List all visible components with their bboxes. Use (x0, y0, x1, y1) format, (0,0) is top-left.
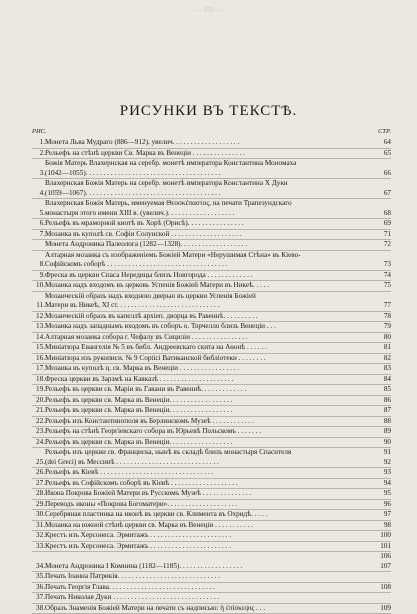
page-number: 106 107 (371, 552, 391, 572)
figure-caption: Мозаическій образъ надъ входною дверью въ церкви Успенія Божіей Матери въ Никеѣ, XI ст. . . . . . . . . . . . . . . . . . . . . . . . . . . . . (45, 291, 371, 311)
figure-number: 20. (32, 395, 45, 406)
figure-entry (32, 552, 391, 572)
figure-number: 37. (32, 593, 45, 604)
figure-entry (32, 281, 391, 292)
figure-caption: Рельефъ изъ Константинополя въ Берлинскомъ Музеѣ . . . . . . . . . . . . (45, 416, 371, 427)
figure-caption: Печать Георгія Глава. . . . . . . . . . . . . . . . . . . . . . . . . . . . . . (45, 582, 371, 593)
figure-number: 7. (32, 229, 45, 240)
figure-caption: Мозаика надъ западнымъ входомъ въ соборъ о. Торчелло близъ Венеціи . . . (45, 322, 371, 333)
figure-entry (32, 179, 391, 199)
figure-entry (32, 219, 391, 230)
figure-entry (32, 385, 391, 396)
page-number: 77 (371, 291, 391, 311)
page-number: 100 (371, 531, 391, 542)
figure-number: 23. (32, 427, 45, 438)
column-header (32, 128, 391, 137)
figure-number: 33. (32, 541, 45, 552)
figure-entry (32, 332, 391, 343)
figure-number: 25. (32, 448, 45, 468)
figure-caption: Рельефъ въ церкви св. Маріи въ Гавани въ Равеннѣ. . . . . . . . . . . . . (45, 385, 371, 396)
figure-number: 9. (32, 270, 45, 281)
figure-caption: Рельефъ на стѣнѣ церкви Св. Марка въ Венеціи . . . . . . . . . . . . . . . (45, 148, 371, 159)
page-number: 94 (371, 478, 391, 489)
figure-entry (32, 582, 391, 593)
figure-caption: Мозаика на южной стѣнѣ церкви св. Марка въ Венеціи . . . . . . . . . . . (45, 520, 371, 531)
page-number (371, 572, 391, 583)
figure-entry (32, 489, 391, 500)
figure-entry (32, 406, 391, 417)
figure-number: 24. (32, 437, 45, 448)
figure-number: 31. (32, 520, 45, 531)
figure-entry (32, 468, 391, 479)
page-number: 86 (371, 395, 391, 406)
figure-number: 2. (32, 148, 45, 159)
figure-column-label: РИС. (32, 128, 47, 135)
page-number: 85 (371, 385, 391, 396)
figure-number: 4. (32, 179, 45, 199)
page-number: 69 (371, 219, 391, 230)
figure-caption: Фреска церкви въ Зарзмѣ на Кавказѣ . . . . . . . . . . . . . . . . . . . . . (45, 374, 371, 385)
figure-number: 1. (32, 138, 45, 148)
figure-caption: Влахернская Божія Матерь на серебр. монетѣ императора Константина X Дуки (1059—1067). . . . . . . . . . . . . . . . . . . . . . . . . . . . . . . . . . . . . . (45, 179, 371, 199)
page-number: 79 (371, 322, 391, 333)
figure-caption: Миніатюра Евангелія № 5 въ библ. Андреевскаго скита на Аѳонѣ . . . . . . (45, 343, 371, 354)
figure-number: 15. (32, 343, 45, 354)
figure-caption: Рельефъ въ Софійскомъ соборѣ въ Кіевѣ . . . . . . . . . . . . . . . . . . . (45, 478, 371, 489)
figure-caption: Алтарная мозаика съ изображеніемъ Божіей Матери «Нерушимая Стѣна» въ Кіево- Софійскомъ соборѣ . . . . . . . . . . . . . . . . . . . . . . . . . . . . . . . . . . (45, 250, 371, 270)
page-number: 81 (371, 343, 391, 354)
page-number: 97 (371, 510, 391, 521)
page-number: 71 (371, 229, 391, 240)
figure-entry (32, 437, 391, 448)
page-number (371, 593, 391, 604)
figure-caption: Образъ Знаменія Божіей Матери на печати съ надписью: ἡ ἐπίσκεψις . . . (45, 603, 371, 614)
figure-number: 27. (32, 478, 45, 489)
page-number: 66 (371, 159, 391, 179)
figure-caption: Монета Андроника I Комнина (1182—1185). . . . . . . . . . . . . . . . . . (45, 552, 371, 572)
running-head: — 353 — (194, 6, 223, 14)
figure-number: 32. (32, 531, 45, 542)
figure-caption: Рельефъ изъ церкви св. Франциска, нынѣ въ складѣ близъ монастыря Спасителя (dei Greci) въ Мессинѣ . . . . . . . . . . . . . . . . . . . . . . . . . . . . . (45, 448, 371, 468)
figure-caption: Влахернская Божія Матерь, именуемая Θεοσκέπαστος, на печати Трапезундскаго монастыря этого имени XIII в. (увелич.). . . . . . . . . . . . . . . . . . . (45, 199, 371, 219)
figure-entry (32, 499, 391, 510)
page-number: 91 92 (371, 448, 391, 468)
figure-number: 13. (32, 322, 45, 333)
page-number: 108 (371, 582, 391, 593)
figure-caption: Переводъ иконы «Покрова Богоматери». . . . . . . . . . . . . . . . . . . . (45, 499, 371, 510)
figure-caption: Крестъ изъ Херсонеса. Эрмитажъ . . . . . . . . . . . . . . . . . . . . . . . (45, 531, 371, 542)
page-column-label: СТР. (378, 128, 391, 135)
figure-entry (32, 541, 391, 552)
figure-entry (32, 416, 391, 427)
figure-number: 38. (32, 603, 45, 614)
page-number: 95 (371, 489, 391, 500)
figure-caption: Миніатюра изъ рукописи. № 9 Coptici Ватиканской библіотеки . . . . . . . . (45, 353, 371, 364)
page-number: 93 (371, 468, 391, 479)
page-number: 68 (371, 199, 391, 219)
figure-caption: Рельефъ на стѣнѣ Георгіевскаго собора въ Юрьевѣ Польскомъ . . . . . . . (45, 427, 371, 438)
figure-caption: Икона Покрова Божіей Матери въ Русскомъ Музеѣ . . . . . . . . . . . . . . (45, 489, 371, 500)
figure-number: 19. (32, 385, 45, 396)
page-title: РИСУНКИ ВЪ ТЕКСТѢ. (119, 103, 298, 119)
figure-caption: Божія Матерь Влахернская на серебр. монетѣ императора Константина Мономаха (1042—1055). . . . . . . . . . . . . . . . . . . . . . . . . . . . . . . . . . . . . . (45, 159, 371, 179)
figure-entry (32, 148, 391, 159)
figure-number: 14. (32, 332, 45, 343)
page-number: 73 (371, 250, 391, 270)
page-number: 101 (371, 541, 391, 552)
figure-caption: Печать Іоанна Патрикія. . . . . . . . . . . . . . . . . . . . . . . . . . . . . (45, 572, 371, 583)
figure-number: 16. (32, 353, 45, 364)
figure-number: 21. (32, 406, 45, 417)
figure-number: 11. (32, 291, 45, 311)
page-number: 88 (371, 416, 391, 427)
page-number: 74 (371, 270, 391, 281)
page-number: 109 (371, 603, 391, 614)
figure-entry (32, 291, 391, 311)
figure-caption: Мозаическій образъ въ капеллѣ архіеп. дворца въ Равеннѣ. . . . . . . . . . (45, 311, 371, 322)
figure-number: 10. (32, 281, 45, 292)
figure-entry (32, 270, 391, 281)
figure-number (32, 240, 45, 251)
figure-caption: Рельефъ въ церкви св. Марка въ Венеціи. . . . . . . . . . . . . . . . . . (45, 406, 371, 417)
figure-entry (32, 478, 391, 489)
figure-number: 8. (32, 250, 45, 270)
figure-entry (32, 159, 391, 179)
figure-caption: Монета Андроника Палеолога (1282—1328). . . . . . . . . . . . . . . . . . . (45, 240, 371, 251)
figure-entry (32, 374, 391, 385)
figure-entry (32, 229, 391, 240)
figure-entry (32, 364, 391, 375)
figure-caption: Мозаика въ куполѣ ц. св. Марка въ Венеціи . . . . . . . . . . . . . . . . . (45, 364, 371, 375)
figure-caption: Серебряная пластинка на иконѣ въ церкви св. Климента въ Охридѣ. . . . . (45, 510, 371, 521)
figure-entry (32, 448, 391, 468)
figure-entry (32, 138, 391, 148)
page-number: 78 (371, 311, 391, 322)
figure-number: 6. (32, 219, 45, 230)
figure-number: 30. (32, 510, 45, 521)
figure-number: 26. (32, 468, 45, 479)
figure-entry (32, 531, 391, 542)
figure-entry (32, 199, 391, 219)
figure-entry (32, 427, 391, 438)
page-number: 87 (371, 406, 391, 417)
figure-caption: Рельефъ въ церкви св. Марка въ Венеціи. . . . . . . . . . . . . . . . . . (45, 437, 371, 448)
figure-caption: Фреска въ церкви Спаса Нередицы близъ Новгорода . . . . . . . . . . . . . (45, 270, 371, 281)
page-number: 72 (371, 240, 391, 251)
figure-entry (32, 353, 391, 364)
figure-entry (32, 520, 391, 531)
page-number: 83 (371, 364, 391, 375)
page-number: 96 (371, 499, 391, 510)
figure-entry (32, 510, 391, 521)
page-number: 82 (371, 353, 391, 364)
figure-entry (32, 603, 391, 614)
figure-caption: Крестъ изъ Херсонеса. Эрмитажъ . . . . . . . . . . . . . . . . . . . . . . . (45, 541, 371, 552)
figure-entry (32, 572, 391, 583)
figure-caption: Алтарная мозаика собора г. Чефалу въ Сициліи . . . . . . . . . . . . . . . . (45, 332, 371, 343)
figure-number: 3. (32, 159, 45, 179)
page-number: 64 (371, 138, 391, 148)
figure-number: 5. (32, 199, 45, 219)
figure-caption: Рельефъ въ Кіевѣ . . . . . . . . . . . . . . . . . . . . . . . . . . . . . . . . (45, 468, 371, 479)
page-number: 80 (371, 332, 391, 343)
figure-caption: Мозаика въ куполѣ св. Софіи Солунской . . . . . . . . . . . . . . . . . . . . (45, 229, 371, 240)
figure-entry (32, 343, 391, 354)
figure-entry (32, 322, 391, 333)
figure-number: 29. (32, 499, 45, 510)
figure-number: 18. (32, 374, 45, 385)
figure-caption: Рельефъ въ мраморной киотѣ въ Хорѣ (Орисѣ). . . . . . . . . . . . . . . . (45, 219, 371, 230)
figure-caption: Печать Николая Дуки . . . . . . . . . . . . . . . . . . . . . . . . . . . . . . (45, 593, 371, 604)
page-number: 67 (371, 179, 391, 199)
page-number: 98 (371, 520, 391, 531)
page-number: 65 (371, 148, 391, 159)
figure-number: 22. (32, 416, 45, 427)
figure-number: 36. (32, 582, 45, 593)
figure-number: 34. (32, 552, 45, 572)
figure-caption: Монета Льва Мудраго (886—912), увелич. . . . . . . . . . . . . . . . . . . (45, 138, 371, 148)
figure-entry (32, 311, 391, 322)
page-number: 90 (371, 437, 391, 448)
figure-list (32, 138, 391, 614)
figure-number: 35. (32, 572, 45, 583)
figure-entry (32, 240, 391, 251)
figure-entry (32, 250, 391, 270)
figure-number: 12. (32, 311, 45, 322)
figure-number: 17. (32, 364, 45, 375)
page-number: 84 (371, 374, 391, 385)
figure-number: 28. (32, 489, 45, 500)
page-number: 75 (371, 281, 391, 292)
figure-caption: Рельефъ въ церкви св. Марка въ Венеціи. . . . . . . . . . . . . . . . . . (45, 395, 371, 406)
figure-entry (32, 593, 391, 604)
figure-caption: Мозаика надъ входомъ въ церковь Успенія Божіей Матери въ Никеѣ. . . . . (45, 281, 371, 292)
page-number: 89 (371, 427, 391, 438)
figure-entry (32, 395, 391, 406)
